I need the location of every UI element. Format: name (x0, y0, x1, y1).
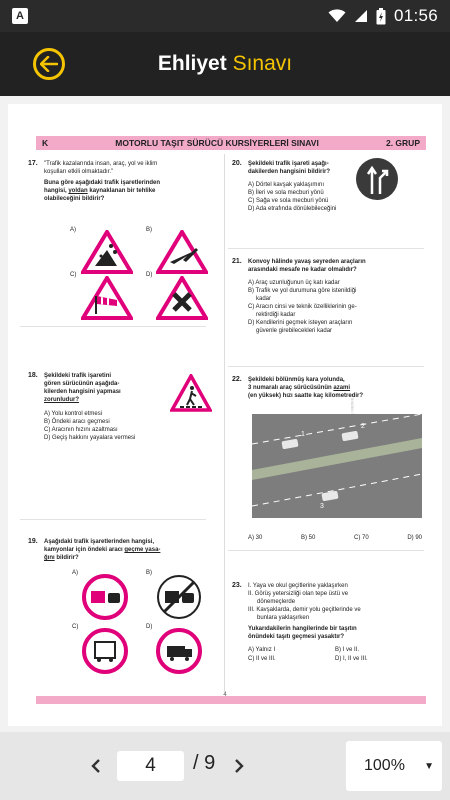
question-text-2: 3 numaralı araç sürücüsünün azami (248, 385, 351, 391)
option-b: B) I ve II. (335, 647, 360, 653)
question-text-1: Aşağıdaki trafik işaretlerinden hangisi, (44, 539, 155, 545)
option-c: C) Sağa ve sola mecburi yönü (248, 198, 329, 204)
question-intro (44, 160, 218, 203)
option-c-cont: rektirdiği kadar (256, 312, 296, 318)
car-label-2: 2 (361, 423, 365, 430)
clock: 01:56 (393, 6, 438, 25)
zoom-select[interactable] (346, 741, 442, 791)
statement-1: I. Yaya ve okul geçitlerine yaklaşırken (248, 583, 348, 589)
document-viewer[interactable] (0, 96, 450, 732)
option-b: B) İleri ve sola mecburi yönü (248, 190, 324, 196)
option-c: C) II ve III. (248, 656, 276, 662)
mandatory-direction-sign-icon (354, 156, 400, 202)
chevron-right-icon (234, 758, 244, 774)
end-no-overtaking-trucks-sign-icon (156, 574, 202, 620)
question-text-2: önündeki taşıtı geçmesi yasaktır? (248, 634, 345, 640)
no-overtaking-trucks-sign-icon (82, 574, 128, 620)
statement-2: II. Görüş yetersizliği olan tepe üstü ve (248, 591, 349, 597)
question-23 (232, 582, 422, 663)
question-text-4: zorunludur? (44, 397, 79, 403)
column-divider (224, 154, 225, 692)
option-a: A) 30 (248, 535, 263, 541)
signal-icon (354, 9, 368, 23)
question-text-2: hangisi, yoldan kaynaklanan bir tehlike (44, 188, 156, 194)
no-goods-vehicles-sign-icon (156, 628, 202, 674)
app-badge-icon: A (12, 8, 28, 24)
page-total: / 9 (193, 752, 216, 774)
option-d: D) Geçiş hakkını yayalara vermesi (44, 435, 136, 441)
question-text-1: Şekildeki trafik işareti aşağı- (248, 161, 329, 167)
option-a: A) Yalnız I (248, 647, 276, 653)
option-b-cont: kadar (256, 296, 272, 302)
intersection-sign-icon (156, 276, 208, 320)
exam-group: 2. GRUP (385, 138, 420, 148)
option-c-label: C) (72, 624, 79, 630)
question-17 (28, 160, 218, 203)
app-bar (0, 32, 450, 96)
divider (20, 326, 206, 327)
question-text-1: Yukarıdakilerin hangilerinde bir taşıtın (248, 626, 357, 632)
option-b-label: B) (146, 227, 152, 233)
question-number: 22. (232, 376, 242, 383)
intro-line-1: "Trafik kazalarında insan, araç, yol ve iklim (44, 161, 158, 167)
question-number: 17. (28, 160, 38, 167)
question-22 (232, 376, 422, 400)
option-b: B) Trafik ve yol durumuna göre istenildiği (248, 288, 357, 294)
question-text-3: kilerden hangisini yapması (44, 389, 121, 395)
question-text-1: Şekildeki trafik işaretini (44, 373, 112, 379)
option-b-label: B) (146, 570, 152, 576)
option-b: B) 50 (301, 535, 316, 541)
no-trucks-sign-icon (82, 628, 128, 674)
question-text-1: Konvoy hâlinde yavaş seyreden araçların (248, 259, 366, 265)
option-a: A) Dörtel kavşak yaklaşımını (248, 182, 325, 188)
pedestrian-crossing-sign-icon (170, 374, 212, 412)
status-bar (0, 0, 450, 32)
statement-2-cont: dönemeçlerde (257, 599, 296, 605)
crosswind-sign-icon (81, 276, 133, 320)
question-text-3: ğını bildirir? (44, 555, 79, 561)
divider (228, 550, 424, 551)
option-d: D) Ada etrafında dönülebileceğini (248, 206, 337, 212)
divider (20, 519, 206, 520)
car-label-3: 3 (320, 503, 324, 510)
car-label-1: 1 (301, 431, 305, 438)
question-number: 19. (28, 538, 38, 545)
option-d: D) 90 (407, 535, 422, 541)
chevron-left-icon (91, 758, 101, 774)
option-a-label: A) (72, 570, 78, 576)
option-d-cont: güvenle girebilecekleri kadar (256, 328, 333, 334)
question-22-options (248, 534, 422, 542)
intro-line-2: koşulları etkili olmaktadır." (44, 169, 114, 175)
back-button[interactable] (33, 48, 65, 80)
document-page (8, 104, 442, 726)
question-text-1: Şekildeki bölünmüş kara yolunda, (248, 377, 345, 383)
option-a: A) Yolu kontrol etmesi (44, 411, 103, 417)
question-number: 23. (232, 582, 242, 589)
option-d-label: D) (146, 272, 153, 278)
option-c: C) Aracının hızını azaltması (44, 427, 118, 433)
dropdown-caret-icon: ▼ (424, 760, 434, 772)
statement-3-cont: bunlara yaklaşırken (257, 615, 310, 621)
question-text-1: Buna göre aşağıdaki trafik işaretlerinden (44, 180, 161, 186)
question-text-2: arasındaki mesafe ne kadar olmalıdır? (248, 267, 357, 273)
question-text-2: kamyonlar için öndeki aracı geçme yasa- (44, 547, 161, 553)
question-20 (232, 160, 362, 213)
option-a-label: A) (70, 227, 76, 233)
page-title (158, 52, 292, 76)
question-number: 18. (28, 372, 38, 379)
exam-title: MOTORLU TAŞIT SÜRÜCÜ KURSİYERLERİ SINAVI (115, 138, 319, 148)
question-text-2: gören sürücünün aşağıda- (44, 381, 120, 387)
pager-bar (0, 732, 450, 800)
statement-3: III. Kavşaklarda, demir yolu geçitlerinde ve (248, 607, 361, 613)
divider (228, 366, 424, 367)
option-a: A) Araç uzunluğunun üç katı kadar (248, 280, 340, 286)
question-19 (28, 538, 218, 562)
airplane-sign-icon (156, 230, 208, 274)
question-text-3: (en yüksek) hızı saatte kaç kilometredir? (248, 393, 364, 399)
title-accent: Sınavı (232, 52, 293, 75)
previous-page-button[interactable] (87, 754, 105, 778)
page-number-input[interactable]: 4 (117, 751, 184, 781)
falling-rocks-sign-icon (81, 230, 133, 274)
divided-road-illustration (252, 414, 422, 518)
exam-booklet-letter: K (42, 138, 49, 148)
arrow-left-icon (40, 56, 58, 72)
question-21 (232, 258, 422, 335)
title-main: Ehliyet (157, 52, 227, 75)
option-d: D) Kendilerini geçmek isteyen araçların (248, 320, 353, 326)
wifi-icon (328, 9, 346, 23)
option-c-label: C) (70, 272, 77, 278)
option-d: D) I, II ve III. (335, 656, 368, 662)
option-c: C) 70 (354, 535, 369, 541)
zoom-value: 100% (364, 757, 405, 774)
option-b: B) Öndeki aracı geçmesi (44, 419, 110, 425)
question-text-3: olabileceğini bildirir? (44, 196, 105, 202)
next-page-button[interactable] (230, 754, 248, 778)
option-c: C) Aracın cinsi ve teknik özelliklerinin ge- (248, 304, 357, 310)
battery-charging-icon (376, 8, 386, 25)
printed-page-number: 4 (223, 692, 227, 698)
divider (228, 248, 424, 249)
exam-header-bar (36, 136, 426, 150)
question-number: 21. (232, 258, 242, 265)
question-number: 20. (232, 160, 242, 167)
option-d-label: D) (146, 624, 153, 630)
question-text-2: dakilerden hangisini bildirir? (248, 169, 331, 175)
